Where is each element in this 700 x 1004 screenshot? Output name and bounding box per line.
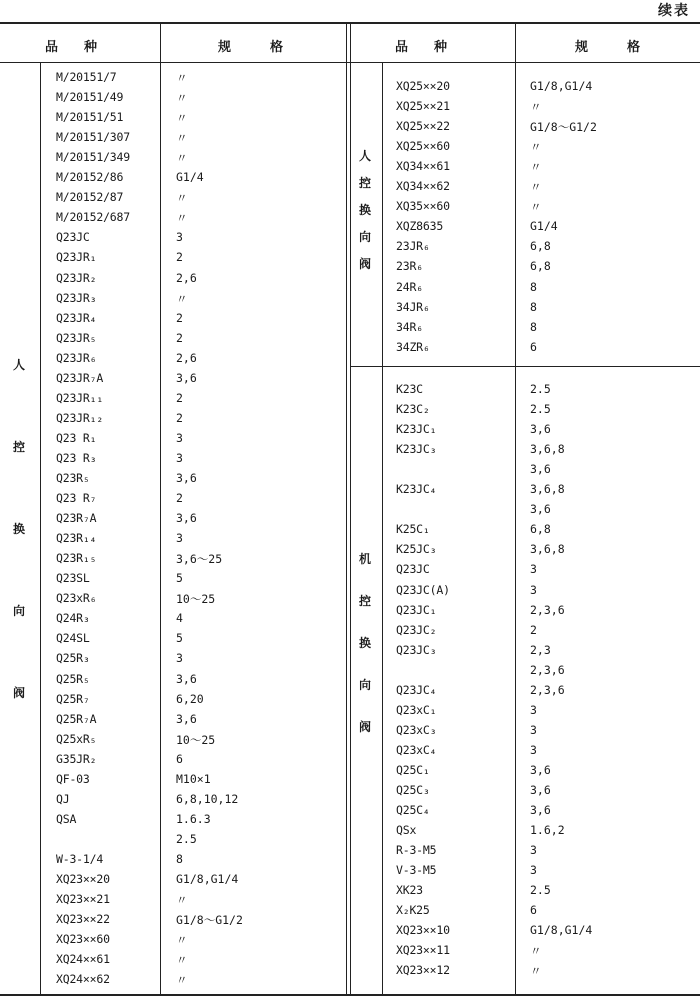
variety-cell: Q23JR₄ [56,310,97,325]
variety-cell: Q23JC [396,562,430,577]
spec-cell: 3,6 [530,803,551,818]
variety-cell: XQZ8635 [396,219,444,234]
spec-cell: 8 [530,299,537,314]
variety-cell: M/20151/49 [56,90,124,105]
variety-cell: QSA [56,811,77,826]
variety-cell: R-3-M5 [396,843,437,858]
spec-cell: 〃 [176,933,188,948]
spec-cell: 2,3 [530,642,551,657]
left-spec-header: 规 格 [218,40,284,55]
spec-cell: 3 [530,863,537,878]
left-group-divider [40,62,41,994]
spec-cell: 3,6 [176,711,197,726]
variety-cell: XQ25××21 [396,99,450,114]
spec-cell: 6 [530,339,537,354]
variety-cell: M/20151/7 [56,70,117,84]
spec-cell: 〃 [176,111,188,126]
group-label-char: 控 [359,176,372,190]
variety-cell: XQ23××22 [56,912,110,927]
spec-cell: G1/8～G1/2 [530,120,597,135]
spec-cell: 2,3,6 [530,682,565,697]
variety-cell: Q23JC₄ [396,682,437,697]
variety-cell: XQ23××60 [56,932,110,947]
group-label-char: 向 [359,230,372,244]
spec-cell: 3,6,8 [530,542,565,557]
variety-cell: XQ34××61 [396,159,450,174]
spec-cell: 3 [176,430,183,445]
variety-cell: XQ23××12 [396,963,450,978]
spec-cell: 5 [176,631,183,646]
variety-cell: M/20151/51 [56,110,124,125]
spec-cell: 〃 [176,131,188,146]
spec-cell: 〃 [176,953,188,968]
spec-cell: 2,3,6 [530,662,565,677]
spec-cell: 6,8,10,12 [176,791,239,806]
variety-cell: Q23JR₅ [56,330,97,345]
left-variety-header: 品 种 [45,40,98,55]
variety-cell: Q23xC₄ [396,742,437,757]
variety-cell: Q23JR₇A [56,370,104,385]
spec-cell: 3 [176,230,183,245]
variety-cell: K25JC₃ [396,542,437,557]
center-double-divider-b [350,24,351,994]
variety-cell: K25C₁ [396,522,430,537]
group-label-char: 控 [13,440,26,454]
spec-cell: 〃 [530,160,542,175]
spec-cell: 2,6 [176,270,197,285]
group-label-char: 向 [359,678,372,692]
spec-cell: 3,6 [530,502,551,517]
right-spec-header: 规 格 [575,40,641,55]
variety-cell: 23JR₆ [396,239,430,254]
variety-cell: XQ34××62 [396,179,450,194]
spec-cell: 3,6 [530,783,551,797]
variety-cell: Q23JC(A) [396,582,450,597]
spec-cell: 4 [176,611,183,626]
spec-cell: 3 [176,651,183,666]
spec-cell: 10～25 [176,732,216,747]
spec-cell: 6,8 [530,522,551,537]
variety-cell: X₂K25 [396,903,430,918]
variety-cell: XQ23××21 [56,892,110,907]
spec-cell: 3 [176,531,183,546]
variety-cell: Q23JR₁₂ [56,410,104,425]
group-label-char: 控 [359,594,372,608]
spec-cell: G1/8,G1/4 [530,79,593,93]
variety-cell: XQ25××20 [396,79,450,93]
variety-cell: G35JR₂ [56,751,97,766]
variety-cell: Q23 R₃ [56,450,97,465]
spec-cell: 〃 [176,191,188,206]
spec-cell: G1/8,G1/4 [176,872,239,886]
spec-cell: 3,6 [176,671,197,686]
group-label-char: 换 [359,636,372,650]
variety-cell: XQ25××22 [396,119,450,134]
variety-cell: Q25C₃ [396,783,430,797]
spec-cell: 2.5 [530,883,551,898]
variety-cell: XQ23××10 [396,923,450,938]
right-spec-divider [515,24,516,994]
variety-cell: XQ25××60 [396,139,450,154]
spec-cell: M10×1 [176,771,211,786]
spec-cell: G1/4 [530,219,558,234]
spec-cell: 3,6 [530,762,551,777]
spec-cell: 2.5 [530,402,551,417]
variety-cell: 34ZR₆ [396,339,430,354]
spec-cell: 10～25 [176,592,216,607]
variety-cell: Q23JC₃ [396,642,437,657]
variety-cell: Q23xC₃ [396,722,437,737]
spec-cell: 1.6,2 [530,823,565,838]
variety-cell: QF-03 [56,771,90,786]
spec-cell: 〃 [176,893,188,908]
variety-cell: K23JC₄ [396,482,437,497]
spec-cell: 〃 [530,944,542,959]
spec-cell: 3 [530,702,537,717]
variety-cell: 34JR₆ [396,299,430,314]
right-variety-header: 品 种 [395,40,448,55]
variety-cell: Q23JR₁₁ [56,390,104,405]
variety-cell: Q23JR₃ [56,290,97,305]
corner-title: 续表 [658,3,690,19]
spec-cell: 3 [530,562,537,577]
variety-cell: Q24SL [56,631,90,646]
spec-cell: 2.5 [176,831,197,846]
spec-cell: 6 [176,751,183,766]
spec-cell: 3 [530,843,537,858]
spec-cell: 2 [176,310,183,325]
spec-cell: 2 [176,330,183,345]
spec-cell: 〃 [176,291,188,306]
variety-cell: XK23 [396,883,423,898]
group-label-char: 换 [359,203,372,217]
variety-cell: XQ23××11 [396,943,450,958]
variety-cell: QJ [56,791,70,806]
spec-cell: 3 [530,582,537,597]
variety-cell: Q23xC₁ [396,702,437,717]
spec-cell: G1/4 [176,170,204,185]
spec-cell: 〃 [530,100,542,115]
spec-cell: 5 [176,571,183,586]
group-label-char: 阀 [359,720,372,734]
variety-cell: Q23xR₆ [56,591,97,606]
spec-cell: 2,6 [176,350,197,365]
variety-cell: V-3-M5 [396,863,437,878]
variety-cell: Q23JC₂ [396,622,437,637]
variety-cell: Q23JC [56,230,90,245]
spec-cell: 3,6 [530,422,551,437]
group-label-char: 换 [13,522,26,536]
variety-cell: Q23JR₆ [56,350,97,365]
variety-cell: Q25xR₅ [56,731,97,746]
variety-cell: Q23 R₁ [56,430,97,445]
spec-cell: 8 [530,319,537,334]
spec-cell: G1/8～G1/2 [176,913,243,928]
spec-cell: 〃 [176,91,188,106]
variety-cell: Q23R₁₄ [56,531,97,546]
spec-cell: 3,6,8 [530,482,565,497]
group-label-char: 机 [359,552,372,566]
spec-cell: 3,6,8 [530,442,565,457]
group-label-char: 阀 [359,257,372,271]
variety-cell: K23C₂ [396,402,430,417]
variety-cell: 34R₆ [396,319,423,334]
spec-cell: 〃 [176,211,188,226]
spec-cell: 3,6 [176,511,197,526]
group-label-char: 人 [13,358,26,372]
variety-cell: Q23SL [56,571,90,586]
spec-cell: 3,6～25 [176,552,223,567]
spec-cell: 2 [176,250,183,265]
variety-cell: Q25R₇A [56,711,97,726]
variety-cell: Q23R₅ [56,471,90,485]
spec-cell: 2 [530,622,537,637]
spec-cell: 3,6 [176,471,197,485]
spec-cell: 2,3,6 [530,602,565,617]
variety-cell: K23C [396,382,423,396]
spec-cell: 〃 [530,200,542,215]
variety-cell: K23JC₁ [396,422,437,437]
variety-cell: Q25C₁ [396,762,430,777]
variety-cell: XQ35××60 [396,199,450,214]
spec-cell: 2.5 [530,382,551,396]
variety-cell: W-3-1/4 [56,851,104,866]
variety-cell: Q25R₃ [56,651,90,666]
table-bottom-rule [0,994,700,996]
spec-cell: 3 [176,450,183,465]
variety-cell: Q23JR₂ [56,270,97,285]
spec-cell: 3 [530,722,537,737]
spec-cell: 6,8 [530,239,551,254]
spec-cell: 〃 [530,180,542,195]
spec-cell: 2 [176,390,183,405]
left-spec-divider [160,24,161,994]
spec-cell: 3 [530,742,537,757]
variety-cell: Q23R₁₅ [56,551,97,566]
spec-cell: 〃 [530,140,542,155]
spec-cell: 2 [176,410,183,425]
group-label-char: 阀 [13,686,26,700]
variety-cell: XQ23××20 [56,872,110,886]
variety-cell: QSx [396,823,417,838]
spec-cell: 〃 [530,964,542,979]
variety-cell: Q25R₅ [56,671,90,686]
spec-cell: 1.6.3 [176,811,211,826]
spec-cell: 8 [176,851,183,866]
variety-cell: Q25R₇ [56,691,90,706]
variety-cell: XQ24××62 [56,972,110,987]
variety-cell: Q23JR₁ [56,250,97,265]
spec-cell: 8 [530,279,537,294]
variety-cell: M/20152/86 [56,170,124,185]
variety-cell: XQ24××61 [56,952,110,967]
group-label-char: 向 [13,604,26,618]
variety-cell: Q24R₃ [56,611,90,626]
variety-cell: M/20152/87 [56,190,124,205]
variety-cell: M/20151/349 [56,150,130,165]
center-double-divider-a [346,24,347,994]
variety-cell: M/20152/687 [56,210,130,225]
spec-cell: 〃 [176,973,188,988]
variety-cell: 23R₆ [396,259,423,274]
variety-cell: 24R₆ [396,279,423,294]
spec-cell: 〃 [176,71,188,85]
variety-cell: Q23JC₁ [396,602,437,617]
variety-cell: M/20151/307 [56,130,130,145]
right-group-divider [382,62,383,994]
variety-cell: Q23 R₇ [56,491,97,506]
spec-cell: 6 [530,903,537,918]
spec-cell: 3,6 [530,462,551,477]
group-label-char: 人 [359,149,372,163]
spec-cell: 〃 [176,151,188,166]
variety-cell: Q23R₇A [56,511,97,526]
variety-cell: K23JC₃ [396,442,437,457]
spec-cell: 6,20 [176,691,204,706]
variety-cell: Q25C₄ [396,803,430,818]
spec-cell: 2 [176,491,183,506]
spec-cell: G1/8,G1/4 [530,923,593,938]
spec-cell: 3,6 [176,370,197,385]
spec-cell: 6,8 [530,259,551,274]
right-section-rule [351,366,700,367]
